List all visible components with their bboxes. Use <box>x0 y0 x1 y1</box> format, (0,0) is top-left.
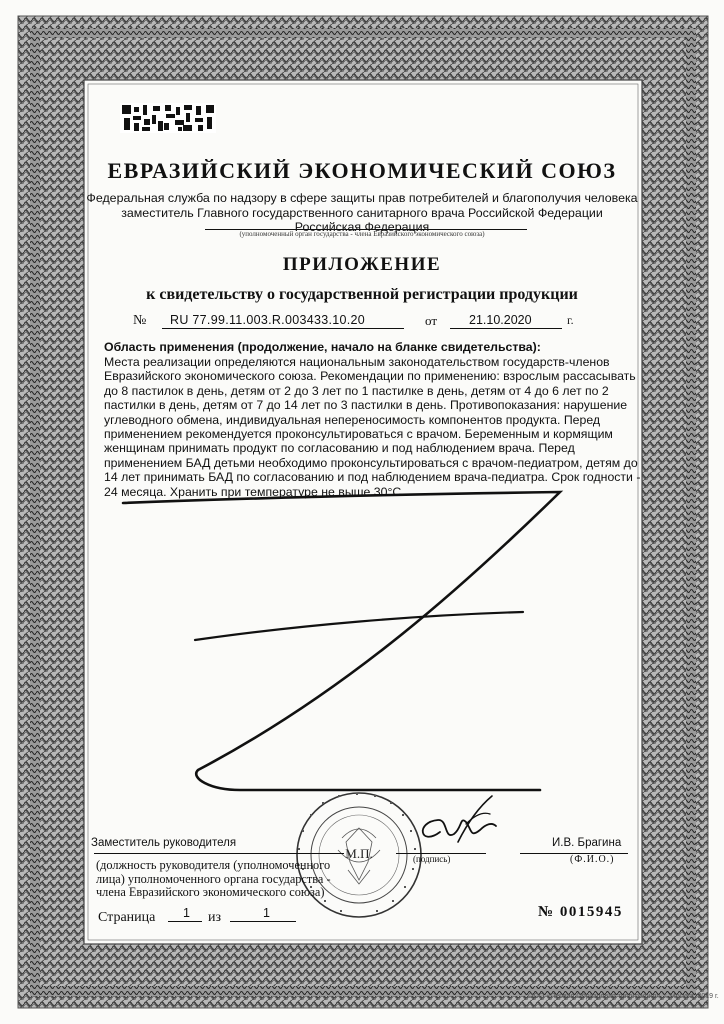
agency-block <box>0 191 724 235</box>
from-label: от <box>425 313 438 328</box>
agency-line-1: Федеральная служба по надзору в сфере защиты прав потребителей и благополучия человека <box>86 191 638 205</box>
registration-date: 21.10.2020 <box>469 313 532 327</box>
handwritten-signature-icon <box>410 792 500 854</box>
page-of-label: из <box>208 910 222 925</box>
date-underline <box>450 328 562 329</box>
section-heading: Область применения (продолжение, начало на бланке свидетельства): <box>104 340 541 354</box>
serial-number: № 0015945 <box>538 904 623 920</box>
signatory-name: И.В. Брагина <box>552 837 622 849</box>
barcode-strip-icon <box>120 103 216 133</box>
signature-caption: (подпись) <box>413 854 451 864</box>
agency-line-2: заместитель Главного государственного санитарного врача Российской Федерации <box>121 205 603 220</box>
page-total-underline <box>230 921 296 922</box>
page-total: 1 <box>263 906 270 920</box>
signatory-position: Заместитель руководителя <box>91 837 237 849</box>
page-current-underline <box>168 921 202 922</box>
official-caption: (должность руководителя (уполномоченного лица) уполномоченного органа государства - члена Евразийского экономического союза) <box>96 858 331 899</box>
number-underline <box>162 328 404 329</box>
agency-line-3: Российская Федерация <box>294 220 430 234</box>
union-heading: ЕВРАЗИЙСКИЙ ЭКОНОМИЧЕСКИЙ СОЮЗ <box>107 158 617 183</box>
document-title: ПРИЛОЖЕНИЕ <box>282 254 442 275</box>
printer-imprint: ООО «Первая Образцовая типография», г. Москва, 2019 г. <box>528 993 719 1000</box>
document-subtitle: к свидетельству о государственной регистрации продукции <box>146 286 578 303</box>
section-body: Места реализации определяются национальным законодательством государств-членов Евразийского экономического союза. Рекомендации по применению: взрослым рассасывать до 8 пастилок в день, детям от 2 до 3 лет по 1 пастилке в день, детям от 4 до 6 лет по 2 пастилки в день, детям от 7 до 14 лет по 3 пастилки в день. Противопоказания: нарушение углеводного обмена, индивидуальная непереносимость компонентов продукта. Перед применением рекомендуется проконсультироваться с врачом. Беременным и кормящим женщинам принимать продукт по согласованию и под наблюдением врача. Перед применением БАД детьми необходимо проконсультироваться с врачом-педиатром, детям до 14 лет принимать БАД по согласованию и под наблюдением врача-педиатра. Срок годности - 24 месяца. Хранить при температуре не выше 30°С <box>104 355 641 499</box>
seal-mp: М.П. <box>345 846 373 861</box>
official-seal-icon <box>292 790 426 920</box>
fio-caption: (Ф.И.О.) <box>570 854 615 865</box>
page-current: 1 <box>183 906 190 920</box>
position-underline <box>94 853 344 854</box>
year-suffix: г. <box>567 313 574 327</box>
page-label: Страница <box>98 910 156 925</box>
number-sign: № <box>133 313 147 328</box>
registration-number: RU 77.99.11.003.R.003433.10.20 <box>170 313 366 327</box>
agency-note: (уполномоченный орган государства - члена Евразийского экономического союза) <box>239 230 485 238</box>
